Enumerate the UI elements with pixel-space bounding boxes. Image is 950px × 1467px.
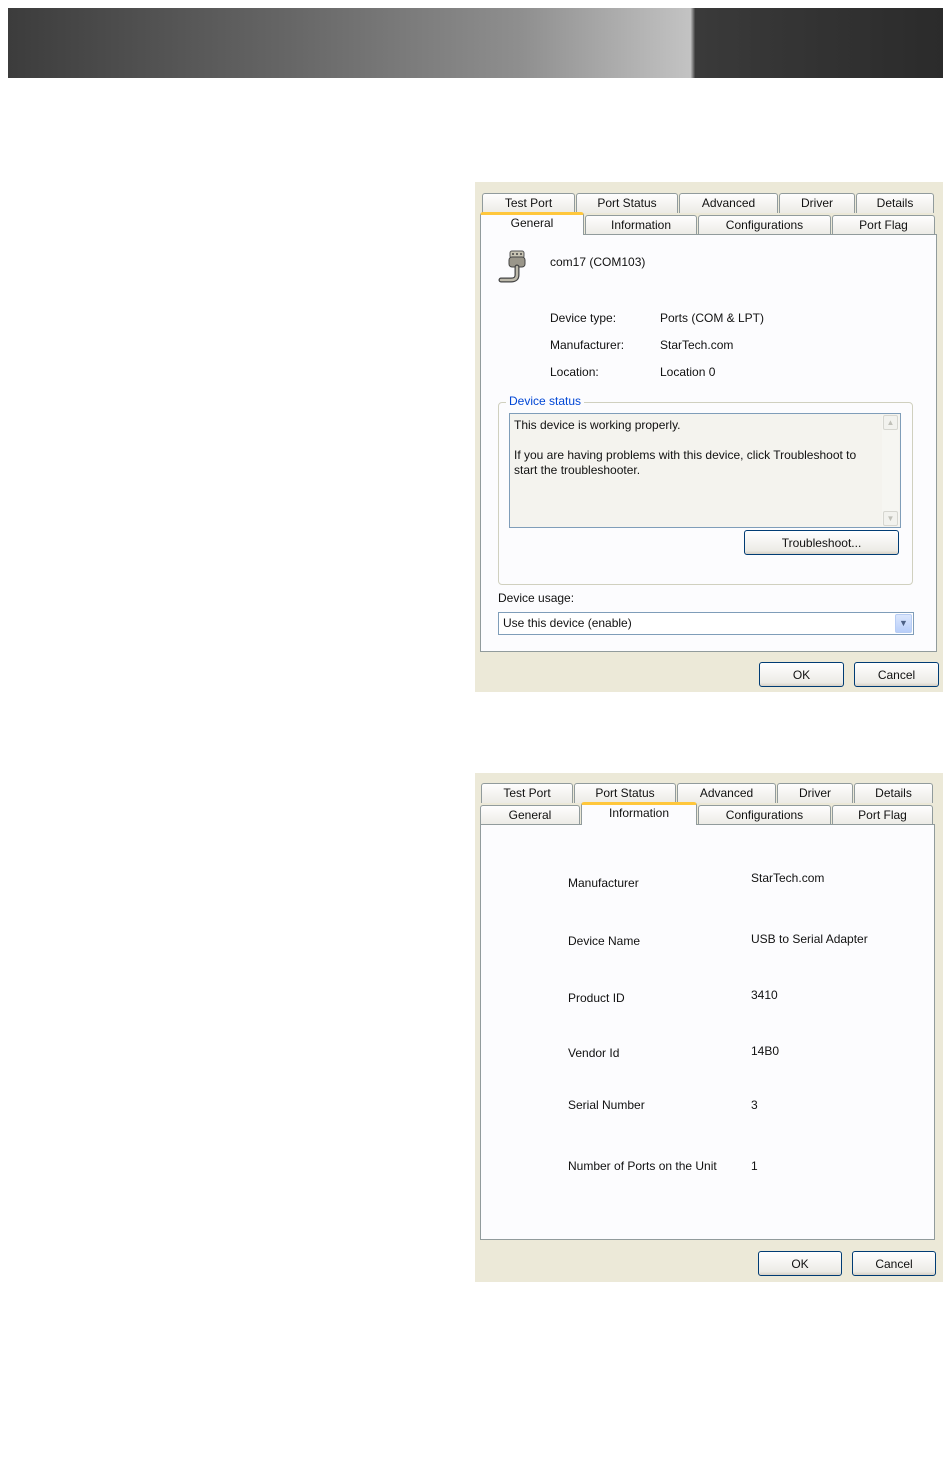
device-status-text: This device is working properly. If you are having problems with this device, click Troubleshoot to start the troubleshooter.: [514, 418, 857, 477]
tab-test-port[interactable]: Test Port: [482, 193, 575, 213]
location-value: Location 0: [660, 365, 716, 379]
serial-number-value: 3: [751, 1098, 758, 1112]
device-type-value: Ports (COM & LPT): [660, 311, 765, 325]
tab-information[interactable]: Information: [585, 215, 697, 235]
properties-dialog-general: [475, 182, 943, 692]
general-tab-panel: [480, 234, 937, 652]
tab-general[interactable]: General: [480, 805, 580, 825]
tab-information[interactable]: Information: [581, 802, 697, 825]
manufacturer-value: StarTech.com: [751, 871, 825, 885]
scroll-down-icon[interactable]: ▼: [883, 511, 898, 526]
tab-details[interactable]: Details: [856, 193, 934, 213]
vendor-id-value: 14B0: [751, 1044, 780, 1058]
tab-test-port[interactable]: Test Port: [481, 783, 573, 803]
device-status-title: Device status: [506, 394, 584, 408]
device-usage-select[interactable]: [498, 612, 914, 635]
information-tab-panel: [480, 824, 935, 1240]
device-name: com17 (COM103): [550, 255, 646, 269]
device-usage-value: Use this device (enable): [503, 616, 632, 630]
manufacturer-label: Manufacturer: [568, 876, 639, 890]
device-type-label: Device type:: [550, 311, 617, 325]
ports-count-value: 1: [751, 1159, 758, 1173]
location-label: Location:: [550, 365, 599, 379]
cancel-button[interactable]: Cancel: [852, 1251, 936, 1276]
properties-dialog-information: [475, 773, 943, 1282]
tab-advanced[interactable]: Advanced: [679, 193, 778, 213]
tab-port-status[interactable]: Port Status: [576, 193, 678, 213]
tab-details[interactable]: Details: [854, 783, 933, 803]
tab-general[interactable]: General: [480, 212, 584, 235]
tab-configurations[interactable]: Configurations: [698, 215, 831, 235]
device-status-textbox[interactable]: [509, 413, 901, 528]
tab-port-flag[interactable]: Port Flag: [832, 805, 933, 825]
device-name-value: USB to Serial Adapter: [751, 932, 868, 946]
scroll-up-icon[interactable]: ▲: [883, 415, 898, 430]
chevron-down-icon[interactable]: ▼: [895, 614, 912, 633]
device-name-label: Device Name: [568, 934, 641, 948]
troubleshoot-button[interactable]: Troubleshoot...: [744, 530, 899, 555]
manufacturer-value: StarTech.com: [660, 338, 734, 352]
manufacturer-label: Manufacturer:: [550, 338, 625, 352]
tab-port-status[interactable]: Port Status: [574, 783, 676, 803]
serial-number-label: Serial Number: [568, 1098, 645, 1112]
tab-driver[interactable]: Driver: [777, 783, 853, 803]
device-usage-label: Device usage:: [498, 591, 575, 605]
ok-button[interactable]: OK: [758, 1251, 842, 1276]
tab-driver[interactable]: Driver: [779, 193, 855, 213]
header-banner: [8, 8, 943, 78]
status-scrollbar[interactable]: [882, 415, 899, 526]
ports-count-label: Number of Ports on the Unit: [568, 1159, 717, 1173]
tab-configurations[interactable]: Configurations: [698, 805, 831, 825]
tab-port-flag[interactable]: Port Flag: [832, 215, 935, 235]
serial-port-icon: [497, 248, 533, 288]
product-id-label: Product ID: [568, 991, 625, 1005]
product-id-value: 3410: [751, 988, 778, 1002]
cancel-button[interactable]: Cancel: [854, 662, 939, 687]
ok-button[interactable]: OK: [759, 662, 844, 687]
tab-advanced[interactable]: Advanced: [677, 783, 776, 803]
vendor-id-label: Vendor Id: [568, 1046, 620, 1060]
device-status-group: [498, 394, 913, 585]
